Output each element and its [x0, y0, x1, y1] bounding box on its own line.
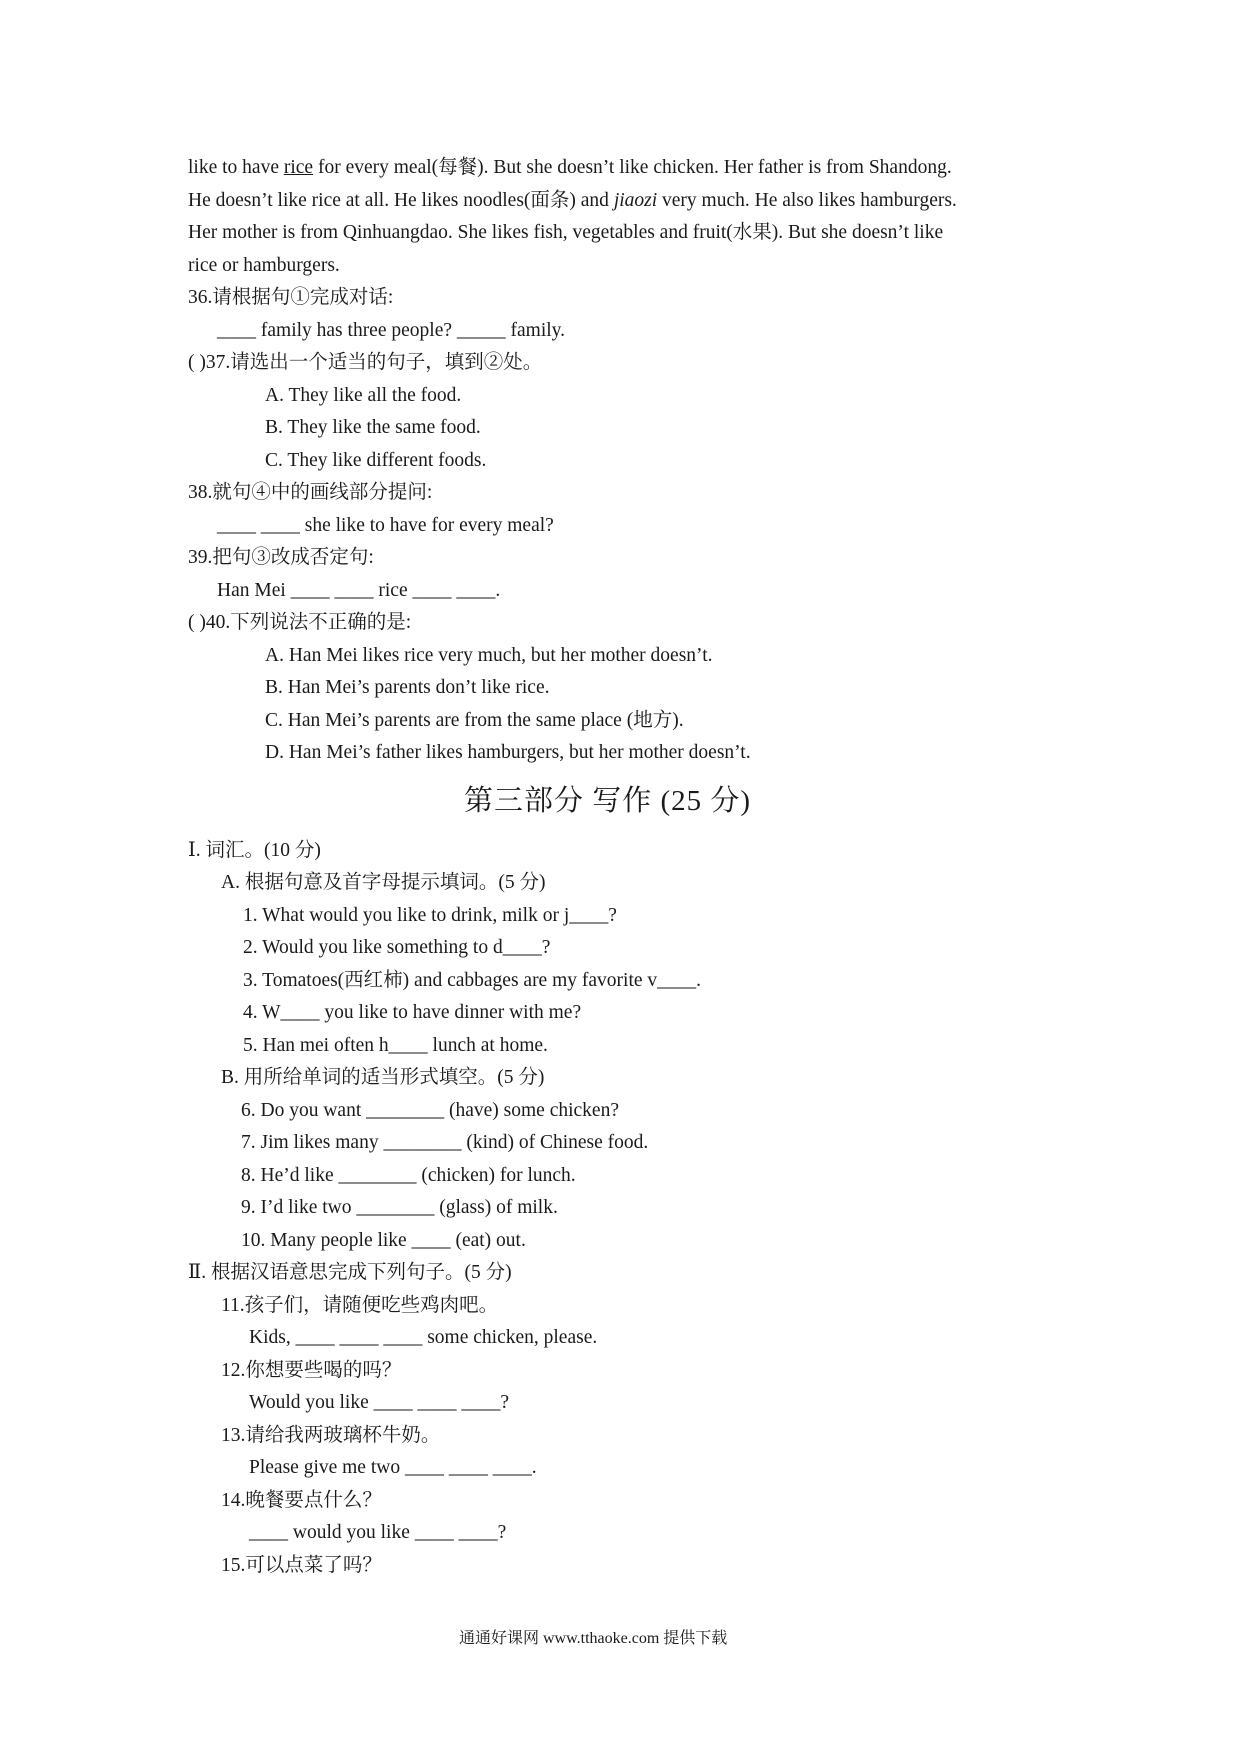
form-item-7: 7. Jim likes many ________ (kind) of Chinese food.	[241, 1132, 649, 1153]
form-item-8: 8. He’d like ________ (chicken) for lunch.	[241, 1165, 576, 1186]
part-2-title: Ⅱ. 根据汉语意思完成下列句子。(5 分)	[188, 1262, 512, 1283]
q40-option-b: B. Han Mei’s parents don’t like rice.	[265, 677, 550, 698]
q36-prompt: 36.请根据句①完成对话:	[188, 287, 394, 308]
q37-option-b: B. They like the same food.	[265, 417, 481, 438]
q38-prompt: 38.就句④中的画线部分提问:	[188, 482, 433, 503]
q39-prompt: 39.把句③改成否定句:	[188, 547, 374, 568]
q37-option-c: C. They like different foods.	[265, 450, 487, 471]
q40-option-c: C. Han Mei’s parents are from the same place (地方).	[265, 710, 684, 731]
italic-jiaozi: jiaozi	[613, 190, 658, 211]
translate-item-12-en: Would you like ____ ____ ____?	[249, 1392, 510, 1413]
vocab-item-3: 3. Tomatoes(西红柿) and cabbages are my favorite v____.	[243, 970, 702, 991]
q36-answer-line: ____ family has three people? _____ family.	[217, 320, 566, 341]
translate-item-14-cn: 14.晚餐要点什么？	[221, 1490, 382, 1511]
form-item-9: 9. I’d like two ________ (glass) of milk.	[241, 1197, 558, 1218]
vocab-item-4: 4. W____ you like to have dinner with me?	[243, 1002, 582, 1023]
translate-item-13-en: Please give me two ____ ____ ____.	[249, 1457, 537, 1478]
translate-item-13-cn: 13.请给我两玻璃杯牛奶。	[221, 1425, 441, 1446]
q40-option-d: D. Han Mei’s father likes hamburgers, but her mother doesn’t.	[265, 742, 751, 763]
part-1b-title: B. 用所给单词的适当形式填空。(5 分)	[221, 1067, 545, 1088]
q37-option-a: A. They like all the food.	[265, 385, 462, 406]
translate-item-11-en: Kids, ____ ____ ____ some chicken, please.	[249, 1327, 598, 1348]
part-1a-title: A. 根据句意及首字母提示填词。(5 分)	[221, 872, 546, 893]
translate-item-12-cn: 12.你想要些喝的吗？	[221, 1360, 402, 1381]
passage-line-4: rice or hamburgers.	[188, 255, 340, 276]
translate-item-15-cn: 15.可以点菜了吗？	[221, 1555, 382, 1576]
underlined-rice: rice	[283, 157, 314, 178]
q38-answer-line: ____ ____ she like to have for every meal?	[217, 515, 554, 536]
form-item-10: 10. Many people like ____ (eat) out.	[241, 1230, 526, 1251]
passage-line-1: like to have rice for every meal(每餐). But she doesn’t like chicken. Her father is from Shandong.	[188, 157, 952, 178]
q40-prompt: ( )40.下列说法不正确的是:	[188, 612, 412, 633]
part-1-title: Ⅰ. 词汇。(10 分)	[188, 840, 321, 861]
vocab-item-5: 5. Han mei often h____ lunch at home.	[243, 1035, 548, 1056]
q40-option-a: A. Han Mei likes rice very much, but her mother doesn’t.	[265, 645, 713, 666]
q37-prompt: ( )37.请选出一个适当的句子，填到②处。	[188, 352, 543, 373]
footer-source: 通通好课网 www.tthaoke.com 提供下载	[459, 1630, 728, 1647]
translate-item-14-en: ____ would you like ____ ____?	[249, 1522, 507, 1543]
vocab-item-1: 1. What would you like to drink, milk or j____?	[243, 905, 617, 926]
translate-item-11-cn: 11.孩子们，请随便吃些鸡肉吧。	[221, 1295, 499, 1316]
vocab-item-2: 2. Would you like something to d____?	[243, 937, 551, 958]
form-item-6: 6. Do you want ________ (have) some chicken?	[241, 1100, 619, 1121]
passage-line-2: He doesn’t like rice at all. He likes noodles(面条) and jiaozi very much. He also likes hamburgers.	[188, 190, 957, 211]
passage-line-3: Her mother is from Qinhuangdao. She likes fish, vegetables and fruit(水果). But she doesn’t like	[188, 222, 944, 243]
q39-answer-line: Han Mei ____ ____ rice ____ ____.	[217, 580, 501, 601]
section-3-title: 第三部分 写作 (25 分)	[464, 785, 752, 817]
